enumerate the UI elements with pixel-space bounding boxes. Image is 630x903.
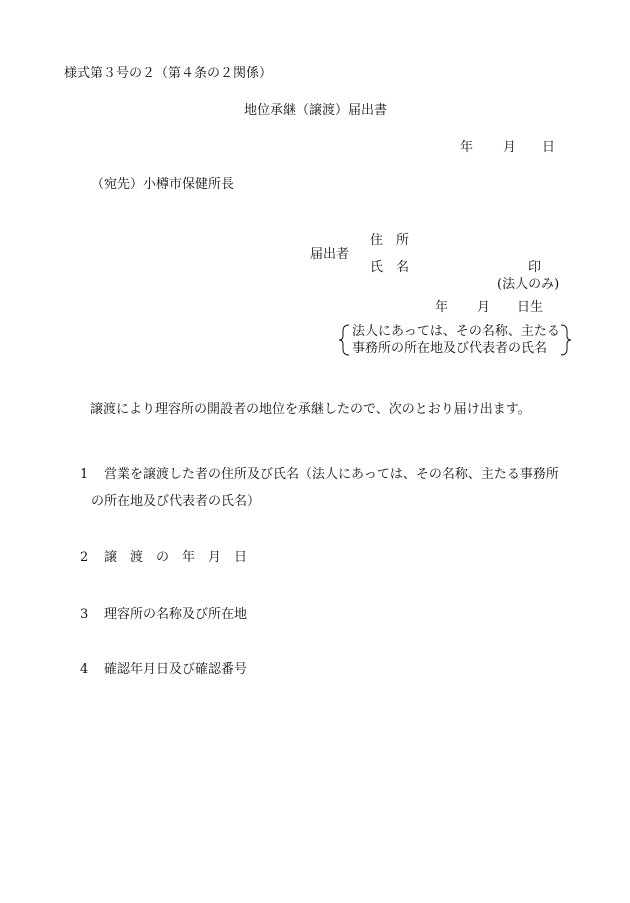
item-4-text: 確認年月日及び確認番号	[104, 662, 248, 677]
name-label: 氏 名	[370, 260, 410, 275]
item-2-number: 2	[80, 550, 89, 565]
notifier-label: 届出者	[310, 247, 350, 262]
address-label: 住 所	[370, 233, 410, 248]
document-title: 地位承継（譲渡）届出書	[244, 103, 388, 118]
item-1-text-continued: の所在地及び代表者の氏名）	[91, 494, 261, 509]
item-1-number: 1	[80, 467, 89, 482]
seal-mark: 印	[528, 260, 542, 275]
birth-year-label: 年	[435, 300, 449, 315]
date-month-label: 月	[503, 140, 517, 155]
corporation-only-note: (法人のみ)	[497, 277, 560, 292]
statement-text: 譲渡により理容所の開設者の地位を承継したので、次のとおり届け出ます。	[90, 402, 531, 417]
form-number: 様式第３号の２（第４条の２関係）	[64, 66, 273, 81]
date-year-label: 年	[460, 140, 474, 155]
item-1-text: 営業を譲渡した者の住所及び氏名（法人にあっては、その名称、主たる事務所	[104, 467, 559, 482]
corporation-note-line2: 事務所の所在地及び代表者の氏名	[352, 341, 548, 356]
item-4-number: 4	[80, 662, 89, 677]
item-3-text: 理容所の名称及び所在地	[104, 607, 248, 622]
birth-day-label: 日生	[517, 300, 544, 315]
item-3-number: 3	[80, 607, 89, 622]
date-day-label: 日	[542, 140, 556, 155]
corporation-note-line1: 法人にあっては、その名称、主たる	[352, 324, 560, 339]
birth-month-label: 月	[477, 300, 491, 315]
addressee: （宛先）小樽市保健所長	[91, 177, 235, 192]
item-2-text: 譲 渡 の 年 月 日	[104, 550, 248, 565]
